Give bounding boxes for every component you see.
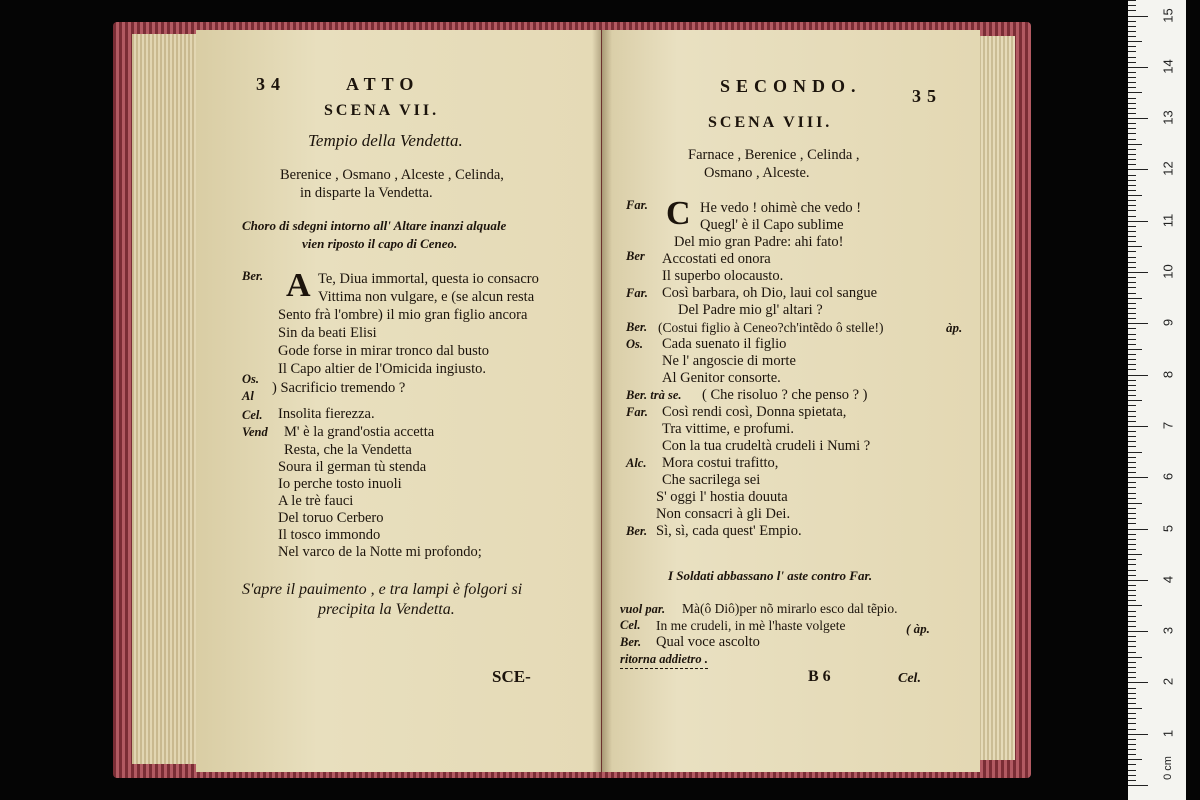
page-edges-left	[132, 34, 202, 764]
left-page	[196, 30, 601, 772]
ruler-tick	[1128, 652, 1136, 653]
cel-line: Insolita fierezza.	[278, 406, 375, 422]
ruler-tick	[1128, 16, 1148, 17]
ruler-number: 3	[1160, 626, 1176, 635]
ruler-tick	[1128, 718, 1136, 719]
scene-title-right: SCENA VIII.	[708, 114, 833, 131]
ruler-tick	[1128, 72, 1136, 73]
signature-mark: B 6	[808, 668, 831, 685]
catchword-left: SCE-	[492, 667, 531, 686]
speaker-ber-2: Ber.	[626, 320, 648, 334]
ruler-tick	[1128, 318, 1136, 319]
ruler-tick	[1128, 226, 1136, 227]
ruler-tick	[1128, 205, 1136, 206]
alc-line-1: Mora costui trafitto,	[662, 455, 779, 471]
ruler-tick	[1128, 411, 1136, 412]
ruler-number: 7	[1160, 421, 1176, 430]
speaker-os: Os.	[242, 372, 260, 386]
ruler-tick	[1128, 380, 1136, 381]
ruler-tick	[1128, 277, 1136, 278]
ruler-tick	[1128, 780, 1136, 781]
ruler-tick	[1128, 482, 1136, 483]
ruler-tick	[1128, 308, 1136, 309]
ruler-tick	[1128, 436, 1136, 437]
page-number-left: 34	[256, 74, 286, 94]
ruler-tick	[1128, 631, 1148, 632]
ruler-tick	[1128, 190, 1136, 191]
far2-line-1: Così barbara, oh Dio, laui col sangue	[662, 285, 878, 301]
ruler-tick	[1128, 21, 1136, 22]
ruler-tick	[1128, 323, 1148, 324]
ruler-tick	[1128, 241, 1136, 242]
ruler-tick	[1128, 734, 1148, 735]
ruler-tick	[1128, 344, 1136, 345]
speaker-ber-3: Ber. trà se.	[626, 388, 682, 402]
os-line-2: Ne l' angoscie di morte	[662, 353, 796, 369]
vend-line-4: Io perche tosto inuoli	[278, 476, 402, 492]
far-line-3: Del mio gran Padre: ahi fato!	[674, 234, 844, 250]
alc-line-2: Che sacrilega sei	[662, 472, 761, 488]
ruler-tick	[1128, 564, 1136, 565]
last-line: ritorna addietro .	[620, 651, 708, 669]
ruler-tick	[1128, 472, 1136, 473]
ruler-tick	[1128, 626, 1136, 627]
ruler-tick	[1128, 303, 1136, 304]
ruler-tick	[1128, 600, 1136, 601]
os-line-3: Al Genitor consorte.	[662, 370, 781, 386]
ruler-tick	[1128, 369, 1136, 370]
ruler-tick	[1128, 328, 1136, 329]
ruler-tick	[1128, 46, 1136, 47]
catchword-right: Cel.	[898, 671, 921, 686]
speaker-al: Al	[242, 389, 254, 403]
far-line-2: Quegl' è il Capo sublime	[700, 217, 844, 233]
scene-title-left: SCENA VII.	[324, 102, 440, 119]
speaker-cel: Cel.	[242, 408, 263, 422]
ruler-tick	[1128, 498, 1136, 499]
speaker-far-1: Far.	[626, 198, 648, 212]
ruler-tick	[1128, 529, 1148, 530]
ruler-tick	[1128, 364, 1136, 365]
cel-right-line: In me crudeli, in mè l'haste volgete	[656, 618, 846, 633]
ruler-tick	[1128, 246, 1142, 247]
ruler-number: 9	[1160, 319, 1176, 327]
vend-line-5: A le trè fauci	[278, 493, 354, 509]
ruler-tick	[1128, 139, 1136, 140]
speaker-ber-5: Ber.	[620, 635, 642, 649]
ruler-tick	[1128, 462, 1136, 463]
ruler-tick	[1128, 0, 1136, 1]
ruler-tick	[1128, 723, 1136, 724]
measurement-ruler	[1128, 0, 1186, 800]
ruler-tick	[1128, 339, 1136, 340]
drop-cap-c: C	[666, 195, 691, 232]
setting: Tempio della Vendetta.	[308, 131, 463, 150]
os-line-1: Cada suenato il figlio	[662, 336, 787, 352]
running-head-right: SECONDO.	[720, 76, 862, 96]
speaker-far-3: Far.	[626, 405, 648, 419]
far2-line-2: Del Padre mio gl' altari ?	[678, 302, 823, 318]
ruler-tick	[1128, 108, 1136, 109]
ruler-tick	[1128, 431, 1136, 432]
ruler-unit: 0 cm	[1161, 756, 1174, 780]
ruler-tick	[1128, 113, 1136, 114]
ruler-tick	[1128, 672, 1136, 673]
ruler-tick	[1128, 144, 1142, 145]
page-edges-right	[975, 36, 1015, 760]
ruler-tick	[1128, 359, 1136, 360]
ruler-tick	[1128, 262, 1136, 263]
far3-line-3: Con la tua crudeltà crudeli i Numi ?	[662, 438, 871, 454]
ruler-tick	[1128, 662, 1136, 663]
ruler-tick	[1128, 729, 1136, 730]
ruler-number: 1	[1160, 729, 1176, 737]
ruler-tick	[1128, 51, 1136, 52]
ruler-tick	[1128, 770, 1136, 771]
characters-right-2: Osmano , Alceste.	[704, 165, 810, 181]
ruler-tick	[1128, 621, 1136, 622]
ruler-number: 15	[1160, 7, 1176, 23]
stage-direction-line-2: precipita la Vendetta.	[318, 601, 455, 618]
ber3-line: ( Che risoluo ? che penso ? )	[702, 387, 868, 403]
ruler-tick	[1128, 477, 1148, 478]
drop-cap-a: A	[286, 267, 311, 304]
ber-line-6: Il Capo altier de l'Omicida ingiusto.	[278, 361, 486, 377]
ber-right-line-2: Il superbo olocausto.	[662, 268, 784, 284]
ruler-tick	[1128, 646, 1136, 647]
ruler-tick	[1128, 585, 1136, 586]
ber-line-4: Sin da beati Elisi	[278, 325, 377, 341]
ruler-number: 14	[1160, 59, 1176, 74]
alc-line-4: Non consacri à gli Dei.	[656, 506, 791, 522]
ruler-tick	[1128, 446, 1136, 447]
right-page	[602, 30, 980, 772]
far-line-1: He vedo ! ohimè che vedo !	[700, 200, 862, 216]
ber-line-2: Vittima non vulgare, e (se alcun resta	[318, 289, 535, 305]
ber4-line: Sì, sì, cada quest' Empio.	[656, 523, 802, 539]
ruler-tick	[1128, 405, 1136, 406]
ruler-number: 4	[1160, 575, 1176, 583]
ruler-tick	[1128, 180, 1136, 181]
ruler-tick	[1128, 580, 1148, 581]
vend-line-1: M' è la grand'ostia accetta	[284, 424, 435, 440]
ruler-tick	[1128, 57, 1136, 58]
ruler-tick	[1128, 118, 1148, 119]
vend-line-8: Nel varco de la Notte mi profondo;	[278, 544, 482, 560]
ruler-tick	[1128, 231, 1136, 232]
ruler-number: 5	[1160, 524, 1176, 532]
ruler-tick	[1128, 539, 1136, 540]
far3-line-2: Tra vittime, e profumi.	[662, 421, 794, 437]
ruler-tick	[1128, 354, 1136, 355]
ber-line-1: Te, Diua immortal, questa io consacro	[318, 271, 539, 287]
ruler-tick	[1128, 426, 1148, 427]
speaker-vuol-par: vuol par.	[620, 602, 666, 616]
ruler-tick	[1128, 682, 1148, 683]
ruler-tick	[1128, 169, 1148, 170]
ruler-tick	[1128, 272, 1148, 273]
ruler-tick	[1128, 708, 1142, 709]
ber-right-line-1: Accostati ed onora	[662, 251, 771, 267]
ber-line-5: Gode forse in mirar tronco dal busto	[278, 343, 490, 359]
ruler-tick	[1128, 257, 1136, 258]
speaker-ber-4: Ber.	[626, 524, 648, 538]
ruler-tick	[1128, 703, 1136, 704]
ruler-tick	[1128, 313, 1136, 314]
vend-line-6: Del toruo Cerbero	[278, 510, 384, 526]
vend-line-7: Il tosco immondo	[278, 527, 381, 543]
ruler-tick	[1128, 67, 1148, 68]
ruler-tick	[1128, 775, 1136, 776]
speaker-os-right: Os.	[626, 337, 644, 351]
ruler-tick	[1128, 267, 1136, 268]
ruler-tick	[1128, 467, 1136, 468]
ruler-tick	[1128, 221, 1148, 222]
ruler-tick	[1128, 82, 1136, 83]
ruler-tick	[1128, 493, 1136, 494]
ruler-tick	[1128, 298, 1142, 299]
ruler-tick	[1128, 159, 1136, 160]
ruler-number: 8	[1160, 370, 1176, 378]
ruler-number: 12	[1160, 161, 1176, 177]
vuol-line: Mà(ô Diô)per nõ mirarlo esco dal tẽpio.	[682, 601, 898, 616]
ruler-tick	[1128, 764, 1136, 765]
ruler-tick	[1128, 195, 1142, 196]
characters-right-1: Farnace , Berenice , Celinda ,	[688, 147, 860, 163]
ruler-tick	[1128, 657, 1142, 658]
ruler-tick	[1128, 611, 1136, 612]
ruler-tick	[1128, 754, 1136, 755]
alc-line-3: S' oggi l' hostia douuta	[656, 489, 788, 505]
ber2-line: (Costui figlio à Ceneo?ch'intẽdo ô stelle!)	[658, 320, 884, 335]
ruler-tick	[1128, 87, 1136, 88]
ber5-line: Qual voce ascolto	[656, 634, 760, 650]
characters-line-1: Berenice , Osmano , Alceste , Celinda,	[280, 167, 504, 183]
ruler-number: 6	[1160, 473, 1176, 481]
ruler-tick	[1128, 216, 1136, 217]
ber-line-3: Sento frà l'ombre) il mio gran figlio ancora	[278, 307, 528, 323]
ruler-tick	[1128, 375, 1148, 376]
vend-line-3: Soura il german tù stenda	[278, 459, 427, 475]
ruler-tick	[1128, 390, 1136, 391]
ruler-tick	[1128, 103, 1136, 104]
ruler-tick	[1128, 10, 1136, 11]
ruler-tick	[1128, 123, 1136, 124]
speaker-alc: Alc.	[626, 456, 647, 470]
book-gutter	[592, 30, 612, 772]
ruler-tick	[1128, 36, 1136, 37]
ruler-tick	[1128, 77, 1136, 78]
speaker-vend: Vend	[242, 425, 268, 439]
running-head-left: ATTO	[346, 74, 420, 94]
ruler-tick	[1128, 282, 1136, 283]
ruler-number: 2	[1160, 678, 1176, 686]
ruler-tick	[1128, 518, 1136, 519]
characters-line-2: in disparte la Vendetta.	[300, 185, 433, 201]
ruler-tick	[1128, 236, 1136, 237]
stage-direction-right: I Soldati abbassano l' aste contro Far.	[668, 568, 873, 583]
stage-direction-line-1: S'apre il pauimento , e tra lampi è folgori si	[242, 581, 523, 598]
ruler-tick	[1128, 154, 1136, 155]
speaker-cel-right: Cel.	[620, 618, 641, 632]
ruler-tick	[1128, 164, 1136, 165]
ruler-tick	[1128, 590, 1136, 591]
ruler-tick	[1128, 759, 1142, 760]
speaker-ber-1: Ber	[626, 249, 645, 263]
ruler-tick	[1128, 616, 1136, 617]
ruler-tick	[1128, 185, 1136, 186]
ruler-tick	[1128, 293, 1136, 294]
ruler-tick	[1128, 749, 1136, 750]
ruler-tick	[1128, 395, 1136, 396]
ruler-tick	[1128, 452, 1142, 453]
ruler-tick	[1128, 441, 1136, 442]
ruler-tick	[1128, 251, 1136, 252]
ruler-tick	[1128, 534, 1136, 535]
aside-2: ( àp.	[906, 621, 930, 636]
aside-1: àp.	[946, 320, 963, 335]
ruler-tick	[1128, 400, 1142, 401]
ruler-tick	[1128, 92, 1142, 93]
ruler-tick	[1128, 667, 1136, 668]
ruler-tick	[1128, 785, 1148, 786]
ruler-tick	[1128, 416, 1136, 417]
page-number-right: 35	[912, 86, 942, 106]
ruler-tick	[1128, 513, 1136, 514]
ruler-tick	[1128, 688, 1136, 689]
direction-line-2: vien riposto il capo di Ceneo.	[302, 236, 458, 251]
speaker-ber: Ber.	[242, 269, 264, 283]
ruler-tick	[1128, 744, 1136, 745]
os-al-line: ) Sacrificio tremendo ?	[272, 380, 406, 396]
ruler-tick	[1128, 544, 1136, 545]
ruler-tick	[1128, 693, 1136, 694]
ruler-tick	[1128, 503, 1142, 504]
ruler-tick	[1128, 421, 1136, 422]
ruler-tick	[1128, 554, 1142, 555]
ruler-tick	[1128, 575, 1136, 576]
ruler-tick	[1128, 41, 1142, 42]
ruler-tick	[1128, 128, 1136, 129]
ruler-number: 10	[1160, 264, 1176, 279]
ruler-tick	[1128, 31, 1136, 32]
ruler-tick	[1128, 595, 1136, 596]
ruler-tick	[1128, 149, 1136, 150]
ruler-tick	[1128, 698, 1136, 699]
ruler-tick	[1128, 26, 1136, 27]
ruler-tick	[1128, 287, 1136, 288]
ruler-tick	[1128, 605, 1142, 606]
ruler-tick	[1128, 210, 1136, 211]
ruler-tick	[1128, 677, 1136, 678]
ruler-tick	[1128, 523, 1136, 524]
ruler-tick	[1128, 5, 1136, 6]
ruler-tick	[1128, 349, 1142, 350]
ruler-tick	[1128, 200, 1136, 201]
direction-line-1: Choro di sdegni intorno all' Altare inanzi alquale	[242, 218, 507, 233]
ruler-tick	[1128, 570, 1136, 571]
ruler-tick	[1128, 98, 1136, 99]
ruler-tick	[1128, 385, 1136, 386]
far3-line-1: Così rendi così, Donna spietata,	[662, 404, 847, 420]
ruler-tick	[1128, 508, 1136, 509]
ruler-number: 13	[1160, 110, 1176, 125]
ruler-tick	[1128, 133, 1136, 134]
ruler-tick	[1128, 62, 1136, 63]
ruler-tick	[1128, 559, 1136, 560]
vend-line-2: Resta, che la Vendetta	[284, 442, 412, 458]
ruler-tick	[1128, 457, 1136, 458]
ruler-tick	[1128, 487, 1136, 488]
ruler-tick	[1128, 175, 1136, 176]
ruler-tick	[1128, 549, 1136, 550]
ruler-tick	[1128, 713, 1136, 714]
ruler-number: 11	[1160, 213, 1176, 227]
ruler-tick	[1128, 739, 1136, 740]
speaker-far-2: Far.	[626, 286, 648, 300]
ruler-tick	[1128, 641, 1136, 642]
ruler-tick	[1128, 334, 1136, 335]
ruler-tick	[1128, 636, 1136, 637]
